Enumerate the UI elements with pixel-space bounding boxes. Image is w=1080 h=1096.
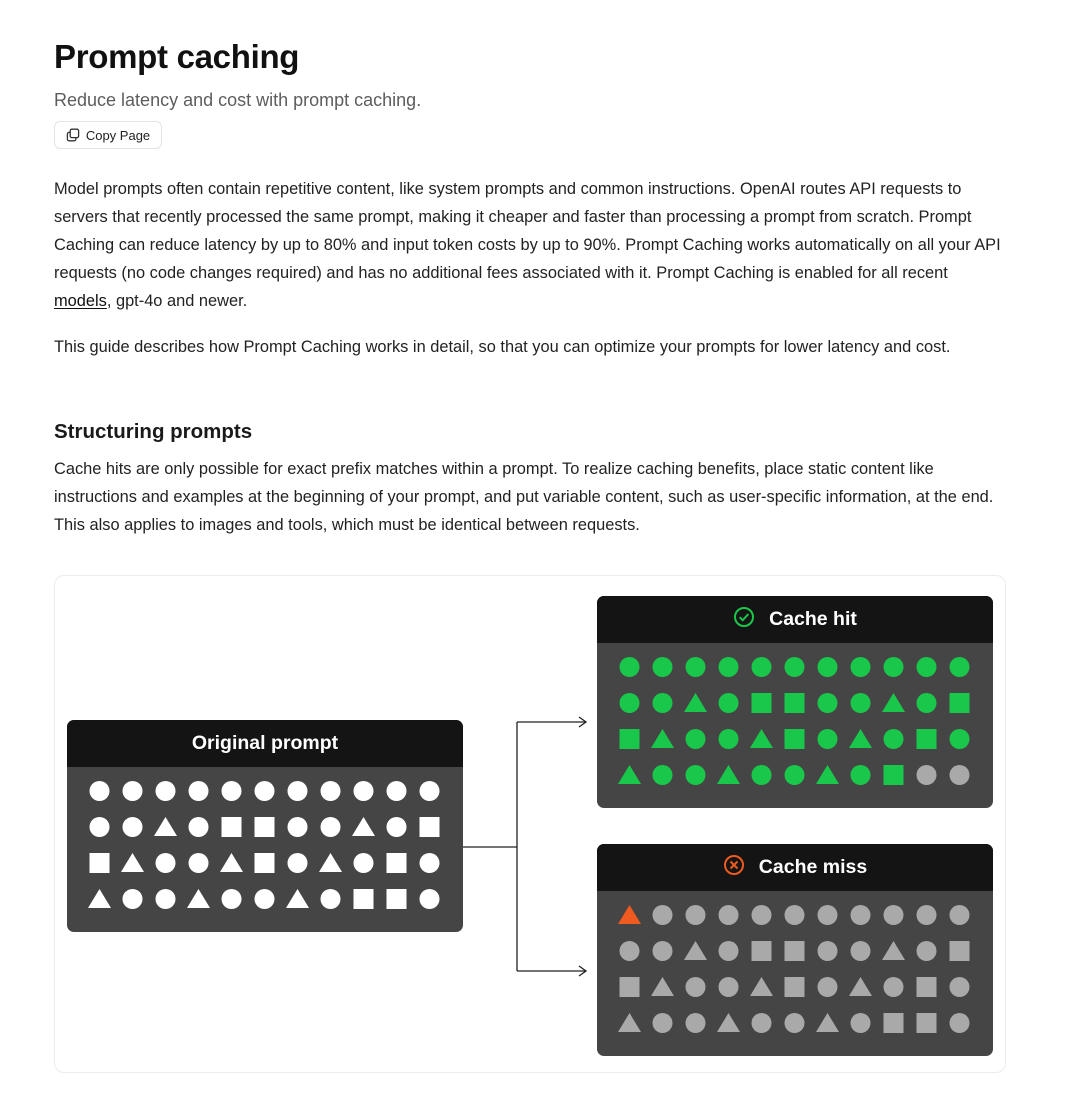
token-square (950, 693, 970, 713)
token-circle (950, 765, 970, 785)
token-circle (719, 905, 739, 925)
token-circle (785, 1013, 805, 1033)
prompt-caching-diagram (54, 575, 1006, 1073)
token-circle (785, 657, 805, 677)
token-circle (653, 941, 673, 961)
token-circle (752, 657, 772, 677)
token-triangle (717, 1013, 740, 1032)
cache-hit-title: Cache hit (769, 608, 857, 630)
token-triangle (286, 889, 309, 908)
token-triangle (849, 729, 872, 748)
token-square (785, 941, 805, 961)
cache-miss-header (597, 844, 993, 891)
token-triangle (750, 729, 773, 748)
cache-hit-panel (597, 596, 993, 808)
token-circle (686, 905, 706, 925)
token-circle (752, 765, 772, 785)
token-circle (884, 657, 904, 677)
token-circle (917, 693, 937, 713)
token-circle (686, 1013, 706, 1033)
token-circle (719, 941, 739, 961)
page-subtitle: Reduce latency and cost with prompt caching. (54, 90, 422, 110)
token-circle (917, 765, 937, 785)
token-circle (884, 905, 904, 925)
copy-page-button[interactable] (54, 121, 162, 149)
token-circle (354, 781, 374, 801)
token-circle (851, 941, 871, 961)
token-triangle (816, 765, 839, 784)
token-circle (653, 765, 673, 785)
token-circle (321, 781, 341, 801)
token-triangle (220, 853, 243, 872)
token-triangle (684, 941, 707, 960)
token-circle (156, 889, 176, 909)
token-square (255, 817, 275, 837)
token-circle (620, 657, 640, 677)
token-circle (255, 889, 275, 909)
token-square (90, 853, 110, 873)
token-circle (620, 693, 640, 713)
token-circle (785, 765, 805, 785)
token-circle (189, 781, 209, 801)
token-square (917, 1013, 937, 1033)
section-heading: Structuring prompts (54, 420, 253, 443)
page-title: Prompt caching (54, 38, 300, 75)
models-link[interactable]: models (54, 292, 107, 310)
token-square (620, 977, 640, 997)
token-circle (950, 729, 970, 749)
token-circle (884, 977, 904, 997)
token-triangle (717, 765, 740, 784)
token-square (752, 941, 772, 961)
token-square (255, 853, 275, 873)
token-circle (950, 977, 970, 997)
token-circle (818, 905, 838, 925)
token-circle (123, 817, 143, 837)
token-circle (288, 853, 308, 873)
token-circle (752, 1013, 772, 1033)
token-circle (620, 941, 640, 961)
section-paragraph: Cache hits are only possible for exact prefix matches within a prompt. To realize caching benefits, place static content like instructions and examples at the beginning of your prompt, and put variable content, such as user-specific information, at the end. This also applies to images and tools, which must be identical between requests. (54, 460, 994, 534)
token-circle (90, 781, 110, 801)
token-circle (818, 941, 838, 961)
token-circle (719, 693, 739, 713)
copy-page-label: Copy Page (85, 127, 151, 143)
token-circle (851, 693, 871, 713)
token-triangle (882, 693, 905, 712)
token-circle (818, 657, 838, 677)
token-circle (917, 657, 937, 677)
token-circle (222, 889, 242, 909)
token-circle (288, 781, 308, 801)
token-triangle (618, 765, 641, 784)
token-triangle (88, 889, 111, 908)
token-circle (420, 781, 440, 801)
token-circle (653, 693, 673, 713)
token-square (785, 693, 805, 713)
token-triangle (684, 693, 707, 712)
cache-hit-tokens (597, 643, 993, 808)
intro-paragraph-2: This guide describes how Prompt Caching works in detail, so that you can optimize your prompts for lower latency and cost. (54, 338, 951, 356)
original-prompt-panel (67, 720, 463, 932)
cache-miss-title: Cache miss (758, 856, 868, 878)
token-square (785, 977, 805, 997)
token-circle (950, 657, 970, 677)
token-circle (851, 765, 871, 785)
token-triangle (618, 1013, 641, 1032)
token-triangle (651, 729, 674, 748)
token-circle (156, 853, 176, 873)
token-square (387, 853, 407, 873)
token-circle (818, 977, 838, 997)
token-circle (653, 1013, 673, 1033)
token-square (354, 889, 374, 909)
token-square (387, 889, 407, 909)
token-triangle (816, 1013, 839, 1032)
token-circle (686, 729, 706, 749)
original-prompt-header (67, 720, 463, 767)
token-circle (321, 889, 341, 909)
token-circle (354, 853, 374, 873)
cache-miss-tokens (597, 891, 993, 1056)
cache-miss-panel (597, 844, 993, 1056)
token-circle (255, 781, 275, 801)
token-circle (818, 729, 838, 749)
check-circle-icon (733, 606, 755, 634)
token-square (884, 1013, 904, 1033)
token-triangle (651, 977, 674, 996)
token-triangle (750, 977, 773, 996)
token-square (950, 941, 970, 961)
token-triangle (319, 853, 342, 872)
token-square (620, 729, 640, 749)
token-circle (653, 905, 673, 925)
token-circle (818, 693, 838, 713)
intro-text-end: , gpt-4o and newer. (106, 292, 248, 310)
token-circle (917, 941, 937, 961)
token-circle (653, 657, 673, 677)
token-square (917, 729, 937, 749)
token-circle (156, 781, 176, 801)
token-triangle (187, 889, 210, 908)
cache-hit-header (597, 596, 993, 643)
token-circle (851, 1013, 871, 1033)
token-triangle (121, 853, 144, 872)
token-circle (950, 1013, 970, 1033)
token-circle (686, 657, 706, 677)
token-circle (420, 889, 440, 909)
token-circle (851, 905, 871, 925)
token-circle (785, 905, 805, 925)
token-square (884, 765, 904, 785)
original-prompt-title: Original prompt (191, 732, 339, 754)
token-circle (123, 781, 143, 801)
token-circle (719, 729, 739, 749)
original-prompt-tokens (67, 767, 463, 932)
token-triangle (618, 905, 641, 924)
token-square (420, 817, 440, 837)
token-triangle (352, 817, 375, 836)
token-circle (321, 817, 341, 837)
token-circle (222, 781, 242, 801)
token-circle (189, 817, 209, 837)
token-square (785, 729, 805, 749)
token-circle (686, 977, 706, 997)
token-square (752, 693, 772, 713)
token-circle (950, 905, 970, 925)
token-circle (686, 765, 706, 785)
token-circle (90, 817, 110, 837)
token-triangle (849, 977, 872, 996)
token-circle (387, 781, 407, 801)
token-circle (719, 977, 739, 997)
token-triangle (882, 941, 905, 960)
intro-text: Model prompts often contain repetitive content, like system prompts and common instructions. OpenAI routes API requests to servers that recently processed the same prompt, making it cheaper and faster than processing a prompt from scratch. Prompt Caching can reduce latency by up to 80% and input token costs by up to 90%. Prompt Caching works automatically on all your API requests (no code changes required) and has no additional fees associated with it. Prompt Caching is enabled for all recent (54, 180, 1001, 282)
token-square (222, 817, 242, 837)
intro-paragraph-1 (54, 175, 1008, 315)
token-circle (189, 853, 209, 873)
token-circle (387, 817, 407, 837)
token-circle (752, 905, 772, 925)
x-circle-icon (723, 854, 745, 882)
token-triangle (154, 817, 177, 836)
token-circle (420, 853, 440, 873)
token-circle (851, 657, 871, 677)
token-circle (123, 889, 143, 909)
token-circle (288, 817, 308, 837)
token-circle (719, 657, 739, 677)
copy-icon (66, 128, 80, 142)
token-circle (917, 905, 937, 925)
token-square (917, 977, 937, 997)
token-circle (884, 729, 904, 749)
